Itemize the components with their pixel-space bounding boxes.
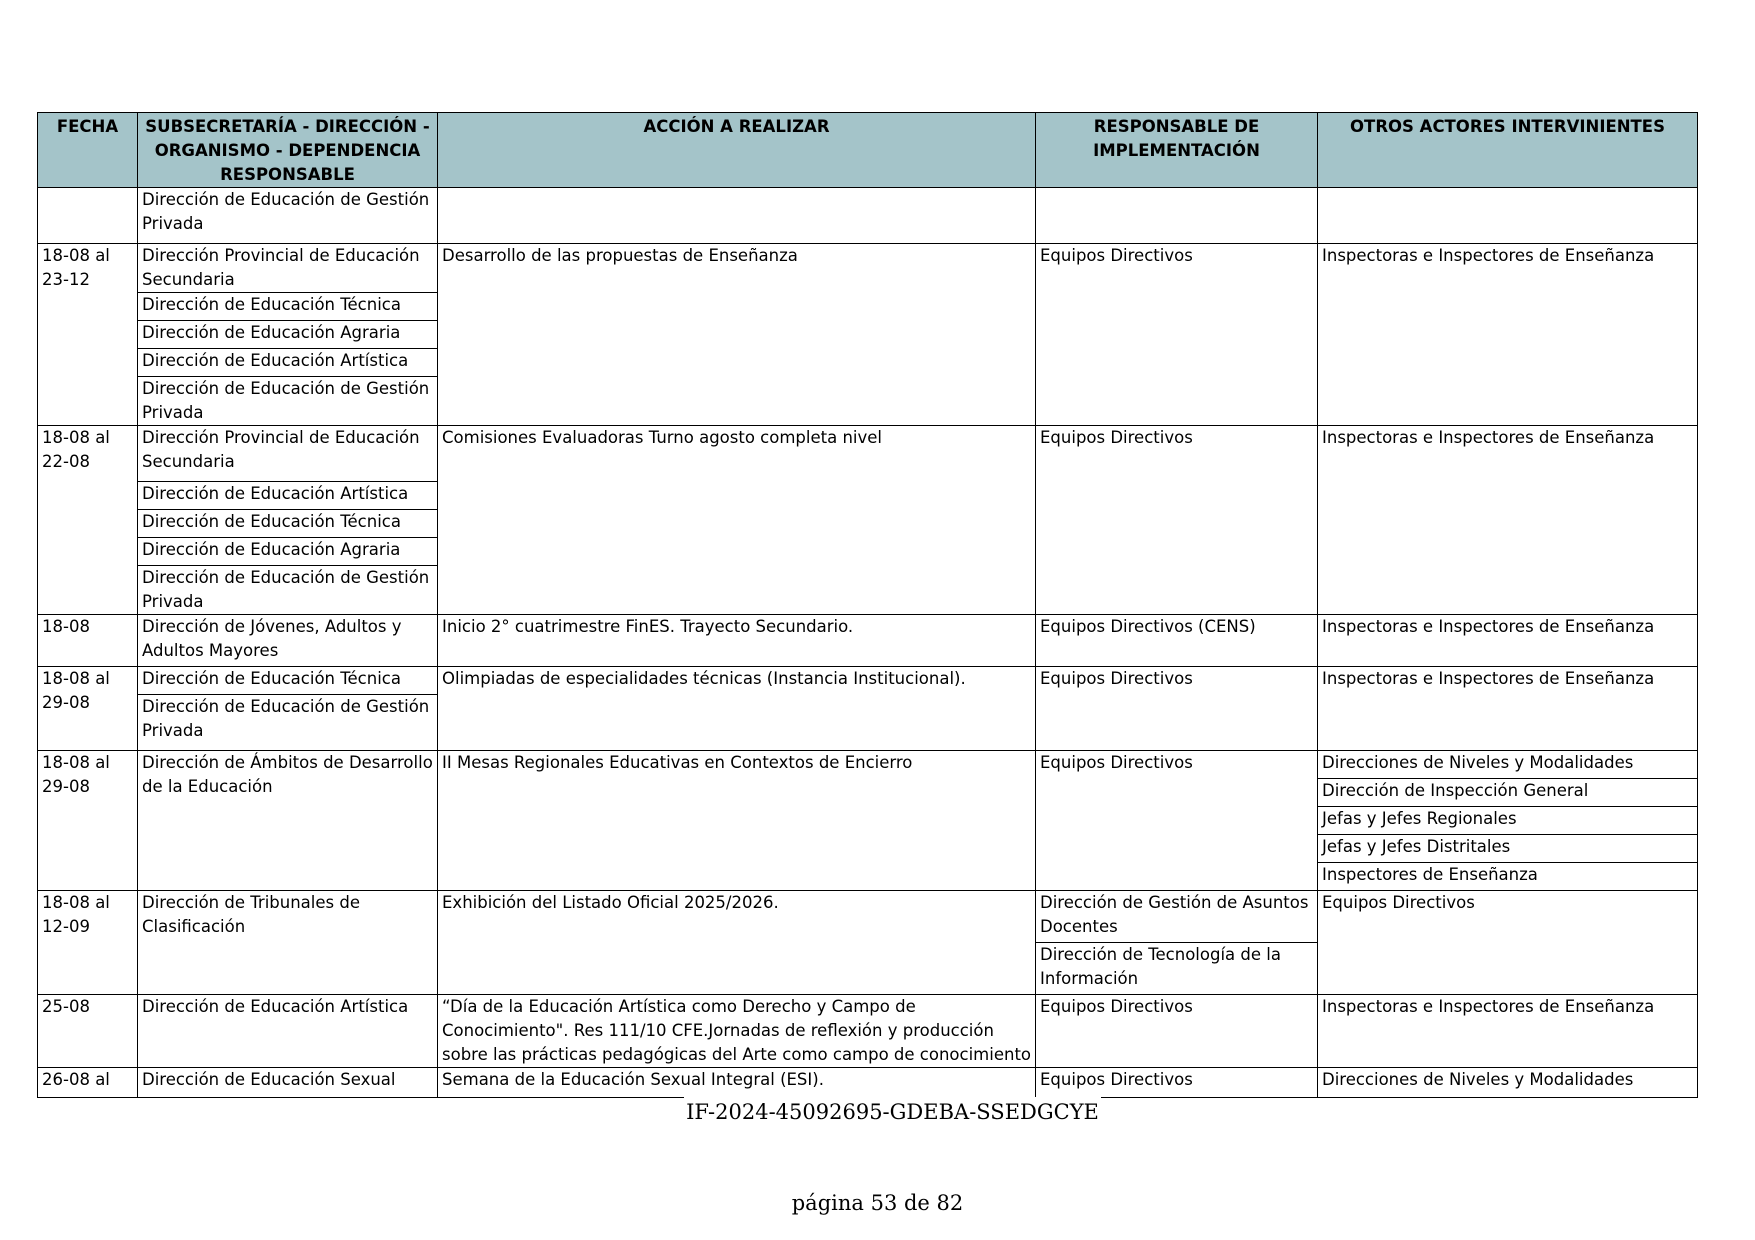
cell-responsable: Equipos Directivos xyxy=(1036,426,1318,615)
cell-dependencia: Dirección de Educación Técnica xyxy=(138,510,438,538)
header-otros-actores: OTROS ACTORES INTERVINIENTES xyxy=(1318,113,1698,188)
page-bottom-margin xyxy=(0,1118,1755,1240)
document-id-text: IF-2024-45092695-GDEBA-SSEDGCYE xyxy=(684,1097,1101,1127)
cell-otros-actores: Inspectoras e Inspectores de Enseñanza xyxy=(1318,426,1698,615)
cell-dependencia: Dirección de Jóvenes, Adultos y Adultos Mayores xyxy=(138,615,438,667)
table-row xyxy=(38,751,1698,779)
table-body xyxy=(38,188,1698,1098)
cell-otros-actores: Inspectoras e Inspectores de Enseñanza xyxy=(1318,995,1698,1068)
cell-dependencia: Dirección Provincial de Educación Secundaria xyxy=(138,426,438,482)
cell-responsable: Equipos Directivos xyxy=(1036,244,1318,426)
cell-otros-actores: Direcciones de Niveles y Modalidades xyxy=(1318,751,1698,779)
cell-responsable: Equipos Directivos xyxy=(1036,1068,1318,1098)
page-number: página 53 de 82 xyxy=(791,1191,964,1215)
cell-dependencia: Dirección de Educación Artística xyxy=(138,349,438,377)
header-fecha: FECHA xyxy=(38,113,138,188)
table-row xyxy=(38,995,1698,1068)
table-row xyxy=(38,891,1698,943)
cell-responsable: Dirección de Gestión de Asuntos Docentes xyxy=(1036,891,1318,943)
cell-otros-actores: Jefas y Jefes Regionales xyxy=(1318,807,1698,835)
cell-accion: Exhibición del Listado Oficial 2025/2026. xyxy=(438,891,1036,995)
cell-accion xyxy=(438,188,1036,244)
cell-dependencia: Dirección de Educación Técnica xyxy=(138,293,438,321)
cell-otros-actores: Dirección de Inspección General xyxy=(1318,779,1698,807)
cell-dependencia: Dirección de Educación Agraria xyxy=(138,538,438,566)
cell-dependencia: Dirección de Ámbitos de Desarrollo de la Educación xyxy=(138,751,438,891)
cell-fecha: 18-08 al 29-08 xyxy=(38,667,138,751)
cell-responsable: Equipos Directivos xyxy=(1036,995,1318,1068)
cell-dependencia: Dirección Provincial de Educación Secundaria xyxy=(138,244,438,293)
cell-otros-actores: Inspectores de Enseñanza xyxy=(1318,863,1698,891)
table-row xyxy=(38,188,1698,244)
cell-fecha: 25-08 xyxy=(38,995,138,1068)
cell-accion: Inicio 2° cuatrimestre FinES. Trayecto Secundario. xyxy=(438,615,1036,667)
cell-accion: II Mesas Regionales Educativas en Contextos de Encierro xyxy=(438,751,1036,891)
cell-fecha xyxy=(38,188,138,244)
cell-accion: Comisiones Evaluadoras Turno agosto completa nivel xyxy=(438,426,1036,615)
cell-otros-actores: Inspectoras e Inspectores de Enseñanza xyxy=(1318,244,1698,426)
cell-dependencia: Dirección de Educación de Gestión Privada xyxy=(138,566,438,615)
cell-dependencia: Dirección de Educación de Gestión Privada xyxy=(138,377,438,426)
cell-dependencia: Dirección de Educación de Gestión Privada xyxy=(138,695,438,751)
table-header-row xyxy=(38,113,1698,188)
cell-responsable: Dirección de Tecnología de la Información xyxy=(1036,943,1318,995)
table-row xyxy=(38,667,1698,695)
cell-accion: Olimpiadas de especialidades técnicas (Instancia Institucional). xyxy=(438,667,1036,751)
cell-otros-actores: Inspectoras e Inspectores de Enseñanza xyxy=(1318,667,1698,751)
cell-responsable: Equipos Directivos (CENS) xyxy=(1036,615,1318,667)
header-responsable: RESPONSABLE DE IMPLEMENTACIÓN xyxy=(1036,113,1318,188)
cell-otros-actores: Direcciones de Niveles y Modalidades xyxy=(1318,1068,1698,1098)
header-accion: ACCIÓN A REALIZAR xyxy=(438,113,1036,188)
cell-otros-actores xyxy=(1318,188,1698,244)
cell-responsable xyxy=(1036,188,1318,244)
cell-fecha: 18-08 al 23-12 xyxy=(38,244,138,426)
table-row xyxy=(38,426,1698,482)
cell-accion: Desarrollo de las propuestas de Enseñanza xyxy=(438,244,1036,426)
table-row xyxy=(38,244,1698,293)
document-id-stamp xyxy=(0,1097,1755,1127)
cell-dependencia: Dirección de Educación Técnica xyxy=(138,667,438,695)
cell-dependencia: Dirección de Educación Agraria xyxy=(138,321,438,349)
schedule-table xyxy=(37,112,1698,1098)
cell-dependencia: Dirección de Educación de Gestión Privada xyxy=(138,188,438,244)
table-row xyxy=(38,615,1698,667)
header-dependencia: SUBSECRETARÍA - DIRECCIÓN - ORGANISMO - DEPENDENCIA RESPONSABLE xyxy=(138,113,438,188)
cell-responsable: Equipos Directivos xyxy=(1036,751,1318,891)
cell-dependencia: Dirección de Educación Sexual xyxy=(138,1068,438,1098)
cell-dependencia: Dirección de Educación Artística xyxy=(138,995,438,1068)
cell-dependencia: Dirección de Tribunales de Clasificación xyxy=(138,891,438,995)
cell-otros-actores: Inspectoras e Inspectores de Enseñanza xyxy=(1318,615,1698,667)
cell-fecha: 18-08 al 29-08 xyxy=(38,751,138,891)
table-row xyxy=(38,1068,1698,1098)
cell-otros-actores: Jefas y Jefes Distritales xyxy=(1318,835,1698,863)
cell-fecha: 18-08 al 12-09 xyxy=(38,891,138,995)
cell-accion: Semana de la Educación Sexual Integral (ESI). xyxy=(438,1068,1036,1098)
cell-accion: “Día de la Educación Artística como Derecho y Campo de Conocimiento". Res 111/10 CFE.Jornadas de reflexión y producción sobre las prácticas pedagógicas del Arte como campo de conocimiento xyxy=(438,995,1036,1068)
cell-fecha: 26-08 al xyxy=(38,1068,138,1098)
cell-fecha: 18-08 al 22-08 xyxy=(38,426,138,615)
cell-fecha: 18-08 xyxy=(38,615,138,667)
cell-dependencia: Dirección de Educación Artística xyxy=(138,482,438,510)
cell-responsable: Equipos Directivos xyxy=(1036,667,1318,751)
cell-otros-actores: Equipos Directivos xyxy=(1318,891,1698,995)
